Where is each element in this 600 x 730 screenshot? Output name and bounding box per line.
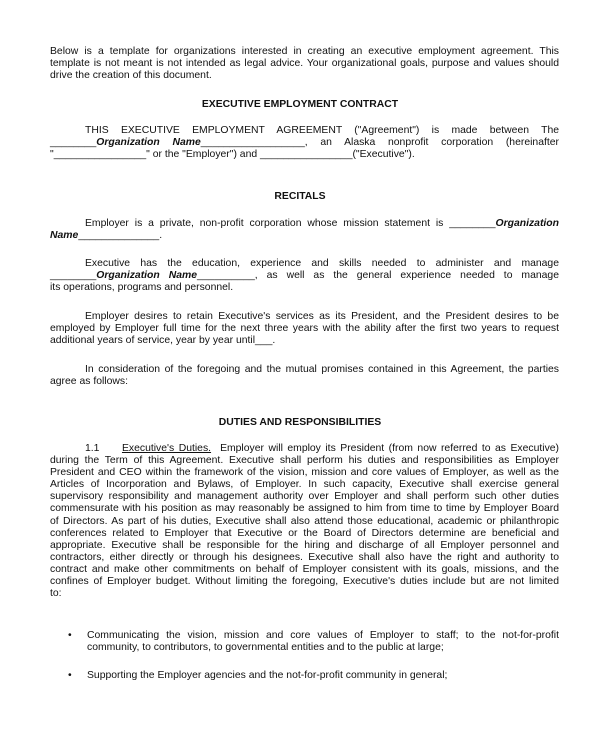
bullet-item-2: [87, 670, 559, 682]
blank-field: ________: [50, 270, 97, 282]
duties-text: Employer will employ its President (from now referred to as Executive): [220, 443, 560, 454]
intro-paragraph: [50, 46, 559, 82]
agreement-line: "________________" or the "Employer") and ________________("Executive").: [50, 149, 415, 161]
section-number: 1.1: [85, 443, 100, 454]
bullet-icon: •: [68, 670, 72, 681]
recital-line: Executive has the education, experience and skills needed to administer and manage: [85, 258, 559, 269]
recital-line: agree as follows:: [50, 376, 128, 388]
duties-line: President and CEO within the framework of the vision, mission and core values of Employer, as well as the: [50, 467, 559, 479]
agreement-paragraph: [50, 125, 559, 161]
duties-line: appropriate. Executive shall be responsible for the hiring and discharge of all Employer personnel and: [50, 539, 559, 551]
agreement-line: [50, 137, 559, 149]
intro-line: drive the creation of this document.: [50, 70, 212, 82]
duties-line: of Directors. As part of his duties, Executive shall also attend those educational, academic or philanthropic: [50, 515, 559, 527]
recital-text: Employer is a private, non-profit corporation whose mission statement is ________: [85, 218, 496, 229]
duties-paragraph: [50, 443, 559, 600]
intro-line: template is not meant is not intended as legal advice. Your organizational goals, purpose and values should: [50, 58, 559, 70]
duties-line: [50, 443, 559, 455]
recital-line: employed by Employer full time for the next three years with the ability after the first two years to request: [50, 323, 559, 335]
recital-line: [50, 230, 559, 242]
blank-field: ________: [50, 137, 97, 149]
blank-field: ______________.: [78, 230, 163, 242]
recital-text: __________, as well as the general experience needed to manage: [197, 270, 559, 282]
duties-line: confines of Employer budget. Without limiting the foregoing, Executive's duties include but are not limited: [50, 576, 559, 588]
agreement-text: __________________, an Alaska nonprofit corporation (hereinafter: [200, 137, 559, 149]
document-title: EXECUTIVE EMPLOYMENT CONTRACT: [201, 99, 399, 110]
recital-line: [50, 270, 559, 282]
duties-line: supervisory responsibility and management authority over Employer and shall perform such other duties: [50, 491, 559, 503]
recital-paragraph-3: [50, 311, 559, 347]
duties-line: during the Term of this Agreement. Executive shall perform his duties and responsibilities as Employer: [50, 455, 559, 467]
recital-line: its operations, programs and personnel.: [50, 282, 234, 294]
duties-line: conferences related to Employer that Executive or the Board of Directors determine are beneficial and: [50, 527, 559, 539]
recital-line: In consideration of the foregoing and the mutual promises contained in this Agreement, the parties: [85, 364, 559, 375]
recital-line: additional years of service, year by year until___.: [50, 335, 276, 347]
duties-line: commensurate with his position as may reasonably be assigned to him from time to time by Employer Board: [50, 503, 559, 515]
recital-line: [50, 218, 559, 230]
bullet-line: community, to contributors, to governmental entities and to the public at large;: [87, 642, 444, 654]
duties-line: to:: [50, 588, 62, 600]
recital-paragraph-4: [50, 364, 559, 388]
recital-paragraph-1: [50, 218, 559, 242]
bullet-item-1: [87, 630, 559, 654]
section-subtitle: Executive's Duties.: [121, 443, 212, 454]
organization-name: Organization: [495, 218, 559, 229]
organization-name: Name: [50, 230, 79, 242]
duties-line: contract and make other commitments on behalf of Employer consistent with its goals, missions, and the: [50, 563, 559, 575]
bullet-line: Communicating the vision, mission and core values of Employer to staff; to the not-for-profit: [87, 630, 559, 641]
organization-name: Organization Name: [96, 270, 197, 282]
recitals-heading: RECITALS: [274, 191, 326, 202]
bullet-icon: •: [68, 630, 72, 641]
duties-line: Articles of Incorporation and Bylaws, of Employer. In such capacity, Executive shall exercise general: [50, 479, 559, 491]
recital-line: Employer desires to retain Executive's services as its President, and the President desires to be: [85, 311, 559, 322]
duties-heading: DUTIES AND RESPONSIBILITIES: [218, 417, 382, 428]
organization-name: Organization Name: [96, 137, 201, 149]
agreement-line: THIS EXECUTIVE EMPLOYMENT AGREEMENT ("Agreement") is made between The: [85, 125, 559, 136]
duties-line: contractors, either directly or through his designees. Executive shall also have the right and authority to: [50, 551, 559, 563]
recital-paragraph-2: [50, 258, 559, 294]
intro-line: Below is a template for organizations interested in creating an executive employment agreement. This: [50, 46, 559, 57]
bullet-line: Supporting the Employer agencies and the not-for-profit community in general;: [87, 670, 448, 681]
